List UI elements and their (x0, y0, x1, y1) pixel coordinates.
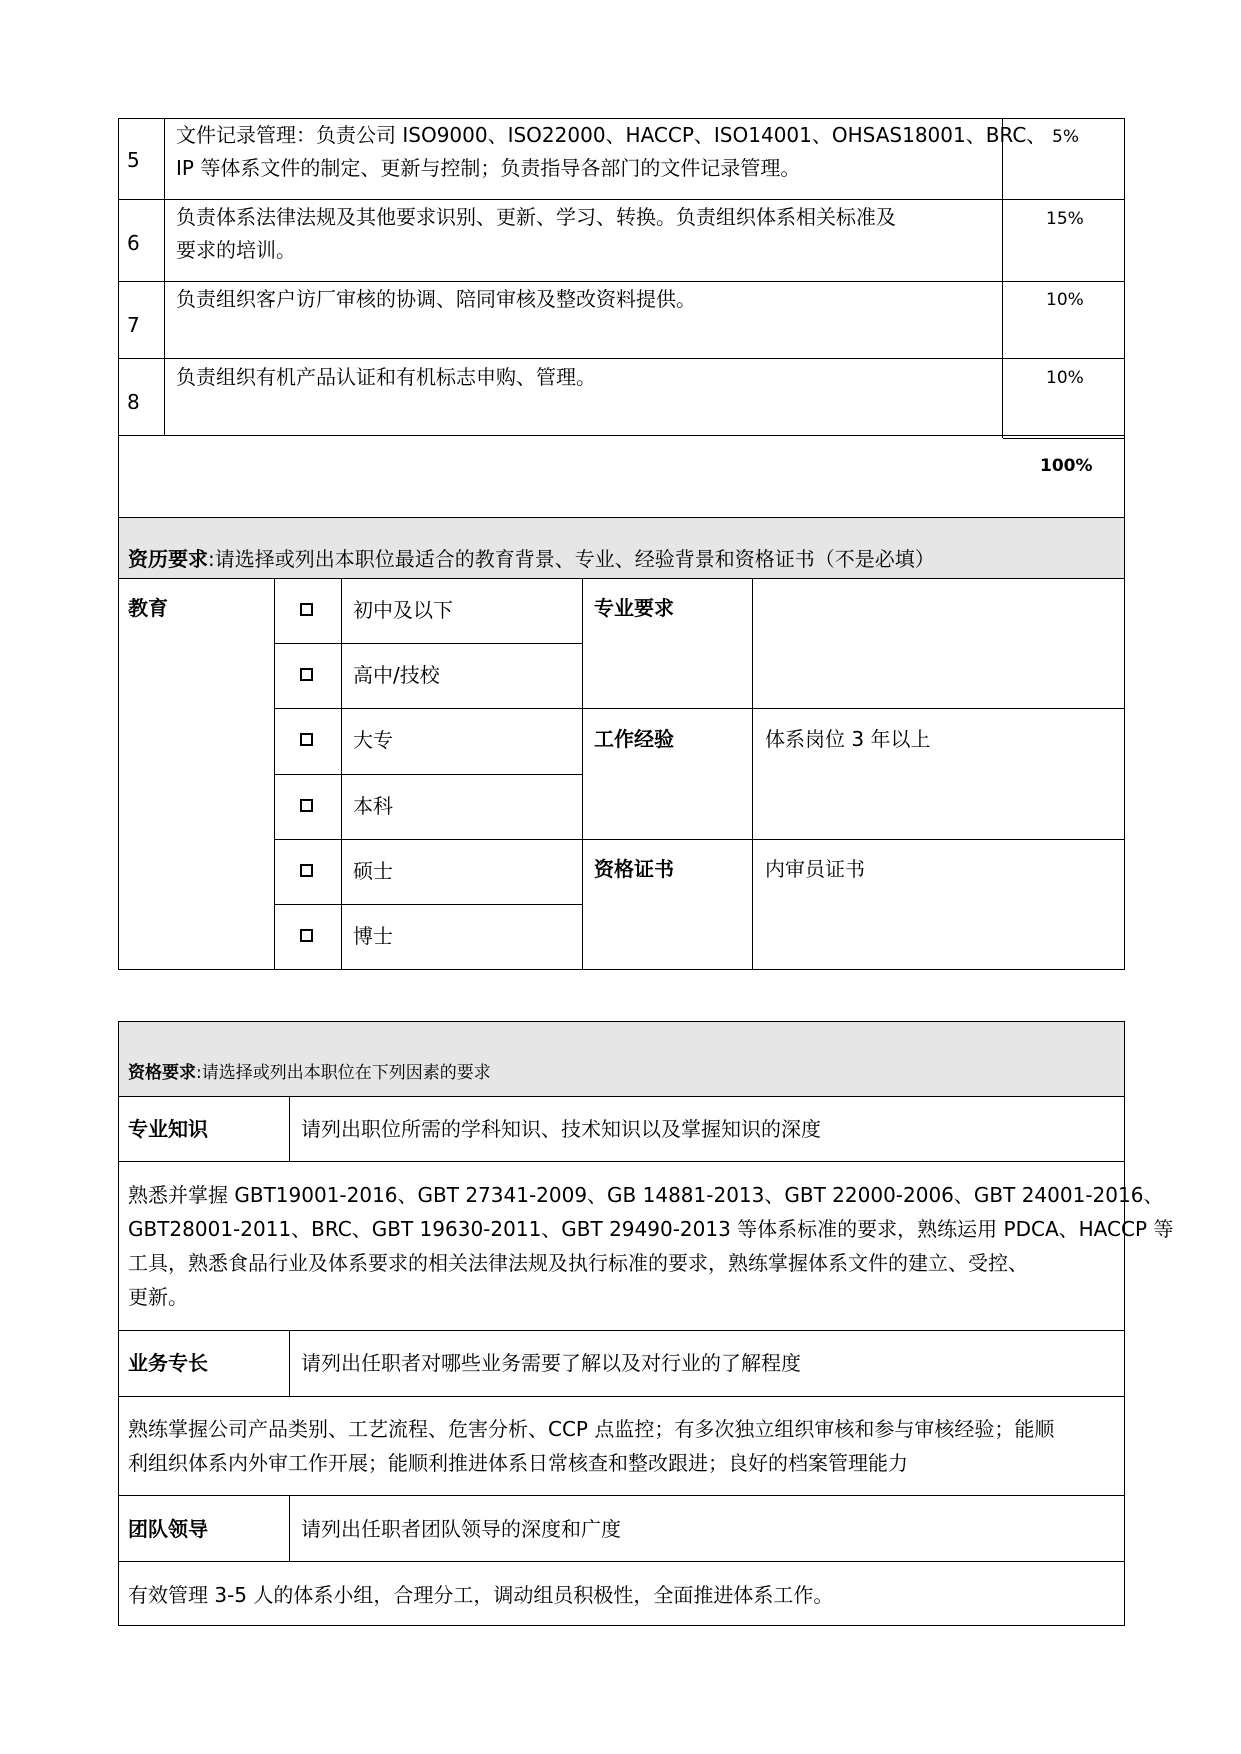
duty-text: 负责组织有机产品认证和有机标志申购、管理。 (176, 365, 596, 389)
checkbox[interactable] (300, 799, 313, 812)
knowledge-text: 熟悉并掌握 GBT19001-2016、GBT 27341-2009、GB 14881-2013、GBT 22000-2006、GBT 24001-2016、 (128, 1183, 1164, 1207)
table-border (118, 118, 119, 518)
row-divider (118, 1561, 1125, 1562)
column-divider (289, 1495, 290, 1562)
duty-number: 8 (127, 390, 140, 414)
checkbox[interactable] (300, 668, 313, 681)
duty-text: 文件记录管理：负责公司 ISO9000、ISO22000、HACCP、ISO14001、OHSAS18001、BRC、 (176, 123, 1047, 147)
section-header-title: 资历要求 (128, 547, 208, 571)
knowledge-label: 专业知识 (128, 1117, 208, 1141)
business-text: 利组织体系内外审工作开展；能顺利推进体系日常核查和整改跟进；良好的档案管理能力 (128, 1451, 908, 1475)
major-label: 专业要求 (594, 596, 674, 620)
column-divider (582, 578, 583, 970)
experience-value: 体系岗位 3 年以上 (765, 727, 931, 751)
column-divider (752, 578, 753, 970)
knowledge-prompt: 请列出职位所需的学科知识、技术知识以及掌握知识的深度 (301, 1117, 821, 1141)
duty-number: 7 (127, 313, 140, 337)
section-header (128, 1056, 491, 1090)
row-divider (275, 774, 583, 775)
column-divider (1002, 118, 1003, 438)
duty-number: 5 (127, 148, 140, 172)
duty-weight: 15% (1046, 209, 1084, 229)
section-header (128, 542, 935, 576)
row-divider (118, 1330, 1125, 1331)
team-label: 团队领导 (128, 1517, 208, 1541)
education-option: 本科 (353, 794, 393, 818)
column-divider (289, 1096, 290, 1162)
table-border (118, 518, 119, 970)
row-divider (118, 1495, 1125, 1496)
section-header-text: :请选择或列出本职位最适合的教育背景、专业、经验背景和资格证书（不是必填） (208, 547, 935, 571)
row-divider (275, 708, 1125, 709)
column-divider (289, 1330, 290, 1397)
education-option: 初中及以下 (353, 598, 453, 622)
business-text: 熟练掌握公司产品类别、工艺流程、危害分析、CCP 点监控；有多次独立组织审核和参与审核经验；能顺 (128, 1417, 1055, 1441)
row-divider (118, 1096, 1125, 1097)
checkbox[interactable] (300, 864, 313, 877)
duty-weight: 10% (1046, 290, 1084, 310)
knowledge-text: 工具，熟悉食品行业及体系要求的相关法律法规及执行标准的要求，熟练掌握体系文件的建立、受控、 (128, 1251, 1028, 1275)
duty-text: 负责组织客户访厂审核的协调、陪同审核及整改资料提供。 (176, 287, 696, 311)
section-header-title: 资格要求 (128, 1063, 196, 1083)
total-divider (1003, 438, 1125, 439)
business-label: 业务专长 (128, 1351, 208, 1375)
row-divider (275, 839, 1125, 840)
table-border (1124, 118, 1125, 518)
experience-label: 工作经验 (594, 727, 674, 751)
certificate-label: 资格证书 (594, 857, 674, 881)
team-text: 有效管理 3-5 人的体系小组，合理分工，调动组员积极性，全面推进体系工作。 (128, 1583, 834, 1607)
duty-text: IP 等体系文件的制定、更新与控制；负责指导各部门的文件记录管理。 (176, 156, 801, 180)
row-divider (118, 358, 1125, 359)
education-option: 大专 (353, 728, 393, 752)
table-border (118, 969, 1125, 970)
team-prompt: 请列出任职者团队领导的深度和广度 (301, 1517, 621, 1541)
certificate-value: 内审员证书 (765, 857, 865, 881)
column-divider (164, 118, 165, 436)
education-label: 教育 (128, 596, 168, 620)
row-divider (118, 1161, 1125, 1162)
row-divider (118, 578, 1125, 579)
table-border (1124, 1021, 1125, 1626)
checkbox[interactable] (300, 733, 313, 746)
duty-text: 负责体系法律法规及其他要求识别、更新、学习、转换。负责组织体系相关标准及 (176, 205, 896, 229)
checkbox[interactable] (300, 929, 313, 942)
table-border (118, 1021, 119, 1626)
total-weight: 100% (1040, 456, 1093, 476)
education-option: 高中/技校 (353, 663, 440, 687)
row-divider (275, 904, 583, 905)
column-divider (274, 578, 275, 970)
row-divider (118, 1396, 1125, 1397)
knowledge-text: 更新。 (128, 1285, 188, 1309)
duty-number: 6 (127, 231, 140, 255)
education-option: 博士 (353, 924, 393, 948)
duty-weight: 10% (1046, 368, 1084, 388)
row-divider (275, 643, 583, 644)
duty-weight: 5% (1052, 127, 1079, 147)
table-border (118, 1021, 1125, 1022)
knowledge-text: GBT28001-2011、BRC、GBT 19630-2011、GBT 29490-2013 等体系标准的要求，熟练运用 PDCA、HACCP 等 (128, 1217, 1174, 1241)
table-border (118, 1625, 1125, 1626)
column-divider (341, 578, 342, 970)
education-option: 硕士 (353, 859, 393, 883)
checkbox[interactable] (300, 603, 313, 616)
duty-text: 要求的培训。 (176, 238, 296, 262)
section-header-text: :请选择或列出本职位在下列因素的要求 (196, 1063, 491, 1083)
table-border (1124, 518, 1125, 970)
business-prompt: 请列出任职者对哪些业务需要了解以及对行业的了解程度 (301, 1351, 801, 1375)
row-divider (118, 435, 1125, 436)
